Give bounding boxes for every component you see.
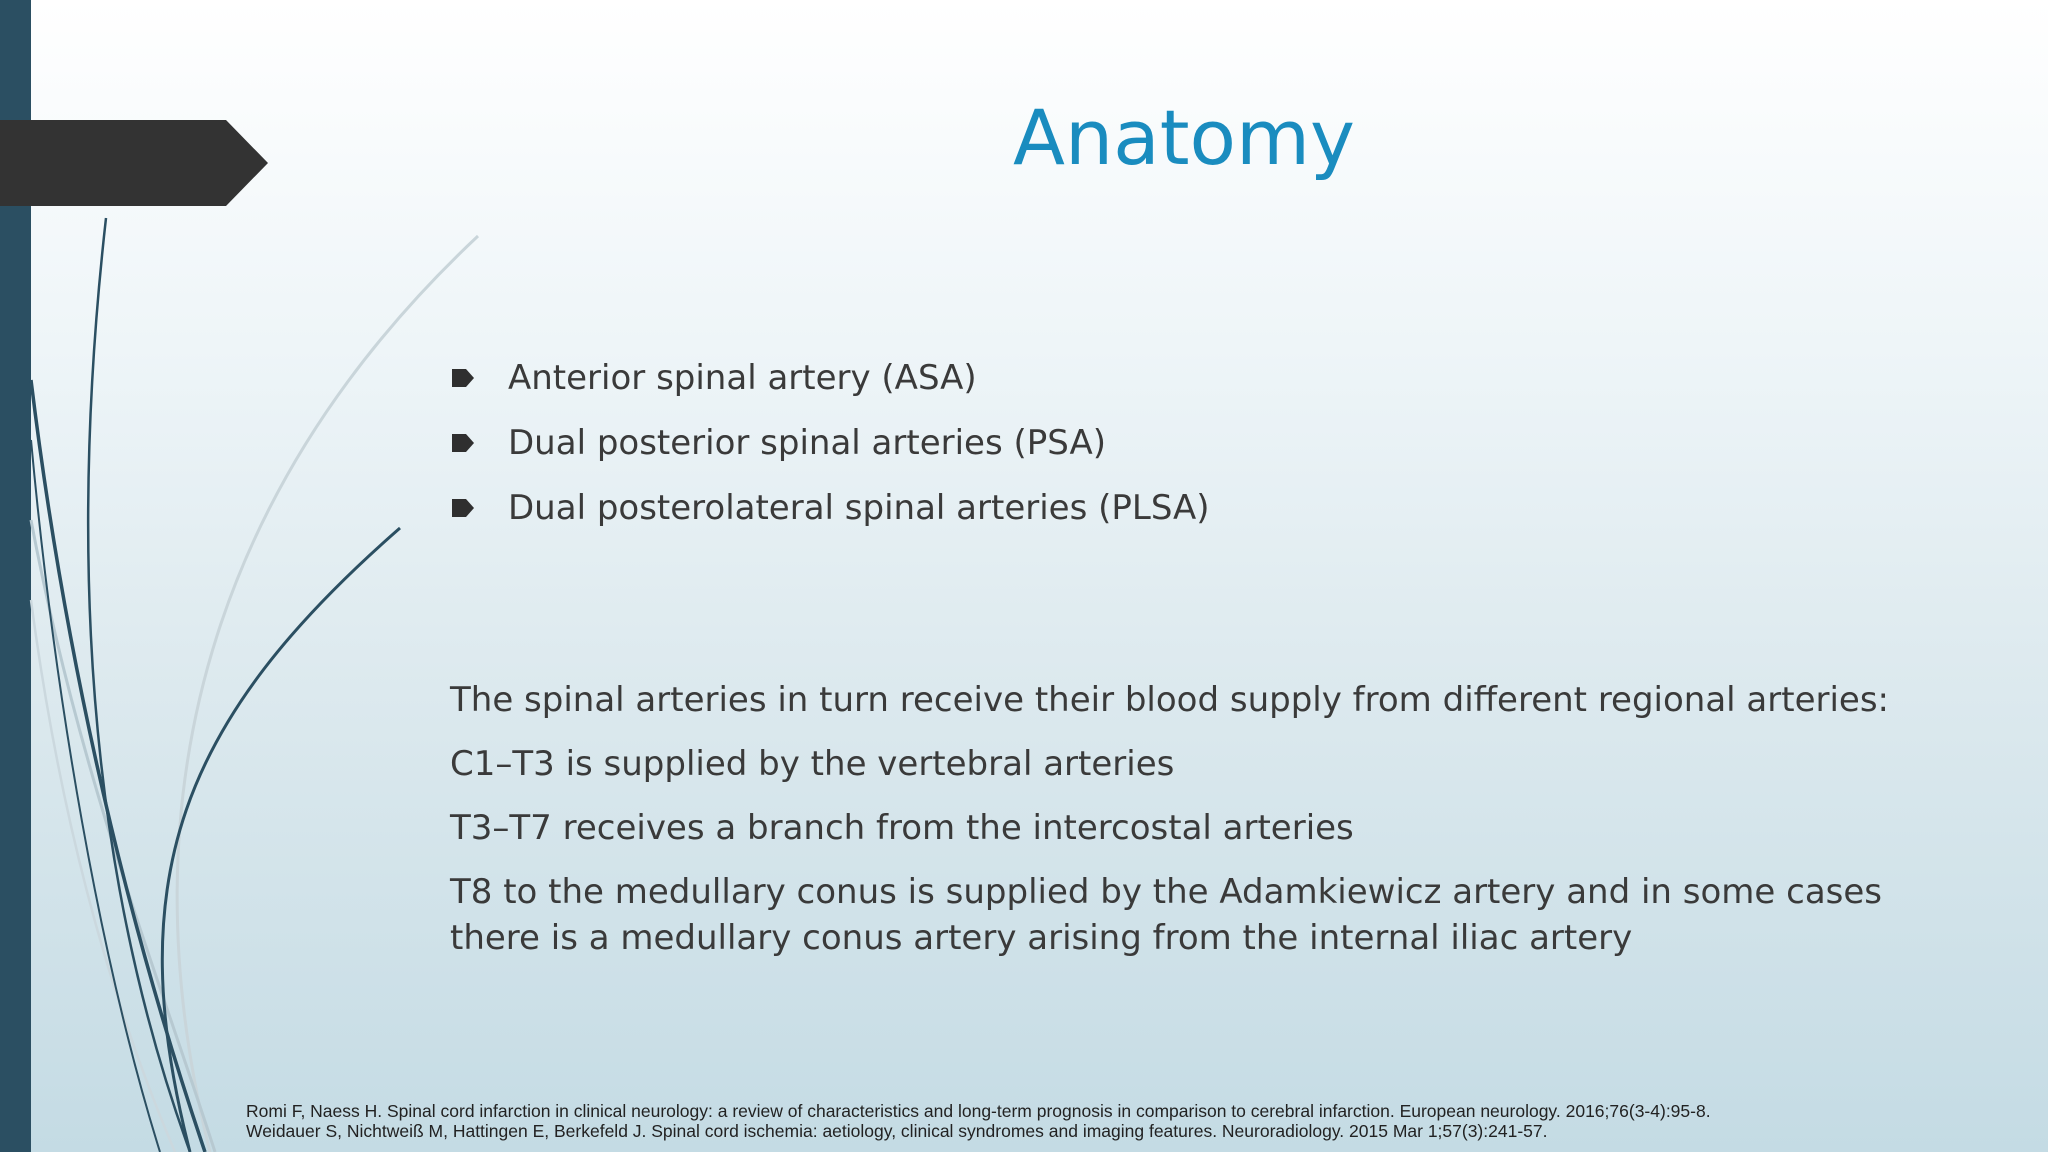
slide-title: Anatomy xyxy=(1012,93,1356,182)
reference-line: Weidauer S, Nichtweiß M, Hattingen E, Berkefeld J. Spinal cord ischemia: aetiology, clinical syndromes and imaging features. Neuroradiology. 2015 Mar 1;57(3):241-57. xyxy=(246,1121,1548,1141)
bullet-item xyxy=(450,350,1210,415)
arrow-bullet-icon xyxy=(452,434,474,452)
bullet-text: Anterior spinal artery (ASA) xyxy=(508,358,977,398)
bullet-text: Dual posterior spinal arteries (PSA) xyxy=(508,423,1106,463)
arrow-bullet-icon xyxy=(452,369,474,387)
bullet-text: Dual posterolateral spinal arteries (PLSA) xyxy=(508,488,1210,528)
paragraph: The spinal arteries in turn receive their blood supply from different regional arteries: xyxy=(450,680,1890,720)
reference-line: Romi F, Naess H. Spinal cord infarction in clinical neurology: a review of characteristics and long-term prognosis in comparison to cerebral infarction. European neurology. 2016;76(3-4):95-8. xyxy=(246,1101,1711,1121)
paragraph: C1–T3 is supplied by the vertebral arteries xyxy=(450,744,1175,784)
paragraph: T8 to the medullary conus is supplied by the Adamkiewicz artery and in some cases there is a medullary conus artery arising from the internal iliac artery xyxy=(450,872,1883,958)
references xyxy=(246,1101,1711,1141)
title-tab-arrow xyxy=(0,120,270,206)
bullet-item xyxy=(450,415,1210,480)
paragraph: T3–T7 receives a branch from the intercostal arteries xyxy=(450,808,1354,848)
bullet-list xyxy=(450,350,1210,545)
body-paragraphs xyxy=(450,677,1930,979)
arrow-bullet-icon xyxy=(452,499,474,517)
bullet-item xyxy=(450,480,1210,545)
